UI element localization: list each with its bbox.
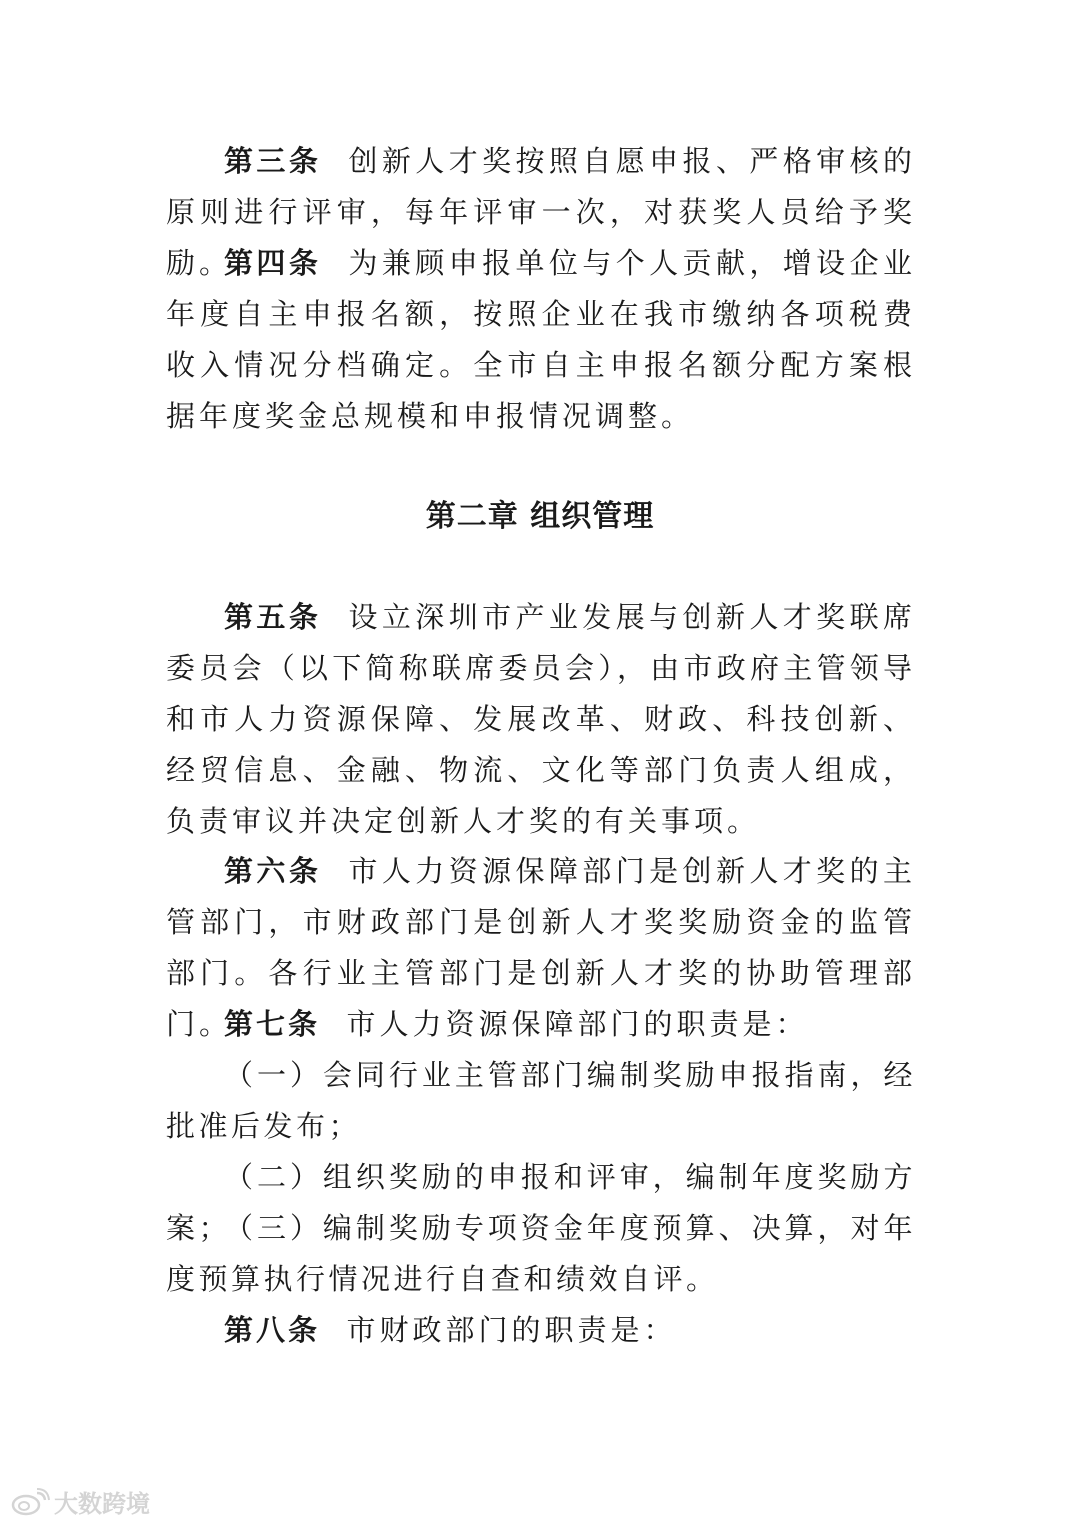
article-4 bbox=[166, 238, 916, 442]
article-7-item-1: （一）会同行业主管部门编制奖励申报指南，经批准后发布； bbox=[166, 1058, 916, 1143]
article-8 bbox=[166, 1305, 916, 1356]
weibo-logo-icon bbox=[10, 1488, 50, 1516]
article-4-heading: 第四条 bbox=[224, 246, 322, 280]
chapter-title: 第二章 组织管理 bbox=[425, 499, 655, 534]
article-5-text: 设立深圳市产业发展与创新人才奖联席委员会（以下简称联席委员会），由市政府主管领导和市人力资源保障、发展改革、财政、科技创新、经贸信息、金融、物流、文化等部门负责人组成，负责审议并决定创新人才奖的有关事项。 bbox=[166, 600, 916, 838]
article-8-text: 市财政部门的职责是： bbox=[346, 1313, 677, 1347]
article-3-heading: 第三条 bbox=[224, 144, 322, 178]
article-7-heading: 第七条 bbox=[224, 1007, 321, 1041]
article-7 bbox=[166, 999, 916, 1050]
article-6-heading: 第六条 bbox=[224, 854, 322, 888]
article-7-text: 市人力资源保障部门的职责是： bbox=[346, 1007, 809, 1041]
article-6-text: 市人力资源保障部门是创新人才奖的主管部门，市财政部门是创新人才奖奖励资金的监管部门。各行业主管部门是创新人才奖的协助管理部门。 bbox=[166, 854, 916, 1041]
article-7-item-3: （三）编制奖励专项资金年度预算、决算，对年度预算执行情况进行自查和绩效自评。 bbox=[166, 1211, 916, 1296]
article-5 bbox=[166, 592, 916, 847]
article-7-item-2: （二）组织奖励的申报和评审，编制年度奖励方案； bbox=[166, 1160, 916, 1245]
article-5-heading: 第五条 bbox=[224, 600, 322, 634]
article-8-heading: 第八条 bbox=[224, 1313, 321, 1347]
watermark bbox=[10, 1484, 150, 1519]
watermark-text: 大数跨境 bbox=[54, 1490, 150, 1518]
article-4-text: 为兼顾申报单位与个人贡献，增设企业年度自主申报名额，按照企业在我市缴纳各项税费收入情况分档确定。全市自主申报名额分配方案根据年度奖金总规模和申报情况调整。 bbox=[166, 246, 916, 433]
article-3-text: 创新人才奖按照自愿申报、严格审核的原则进行评审，每年评审一次，对获奖人员给予奖励。 bbox=[166, 144, 916, 280]
